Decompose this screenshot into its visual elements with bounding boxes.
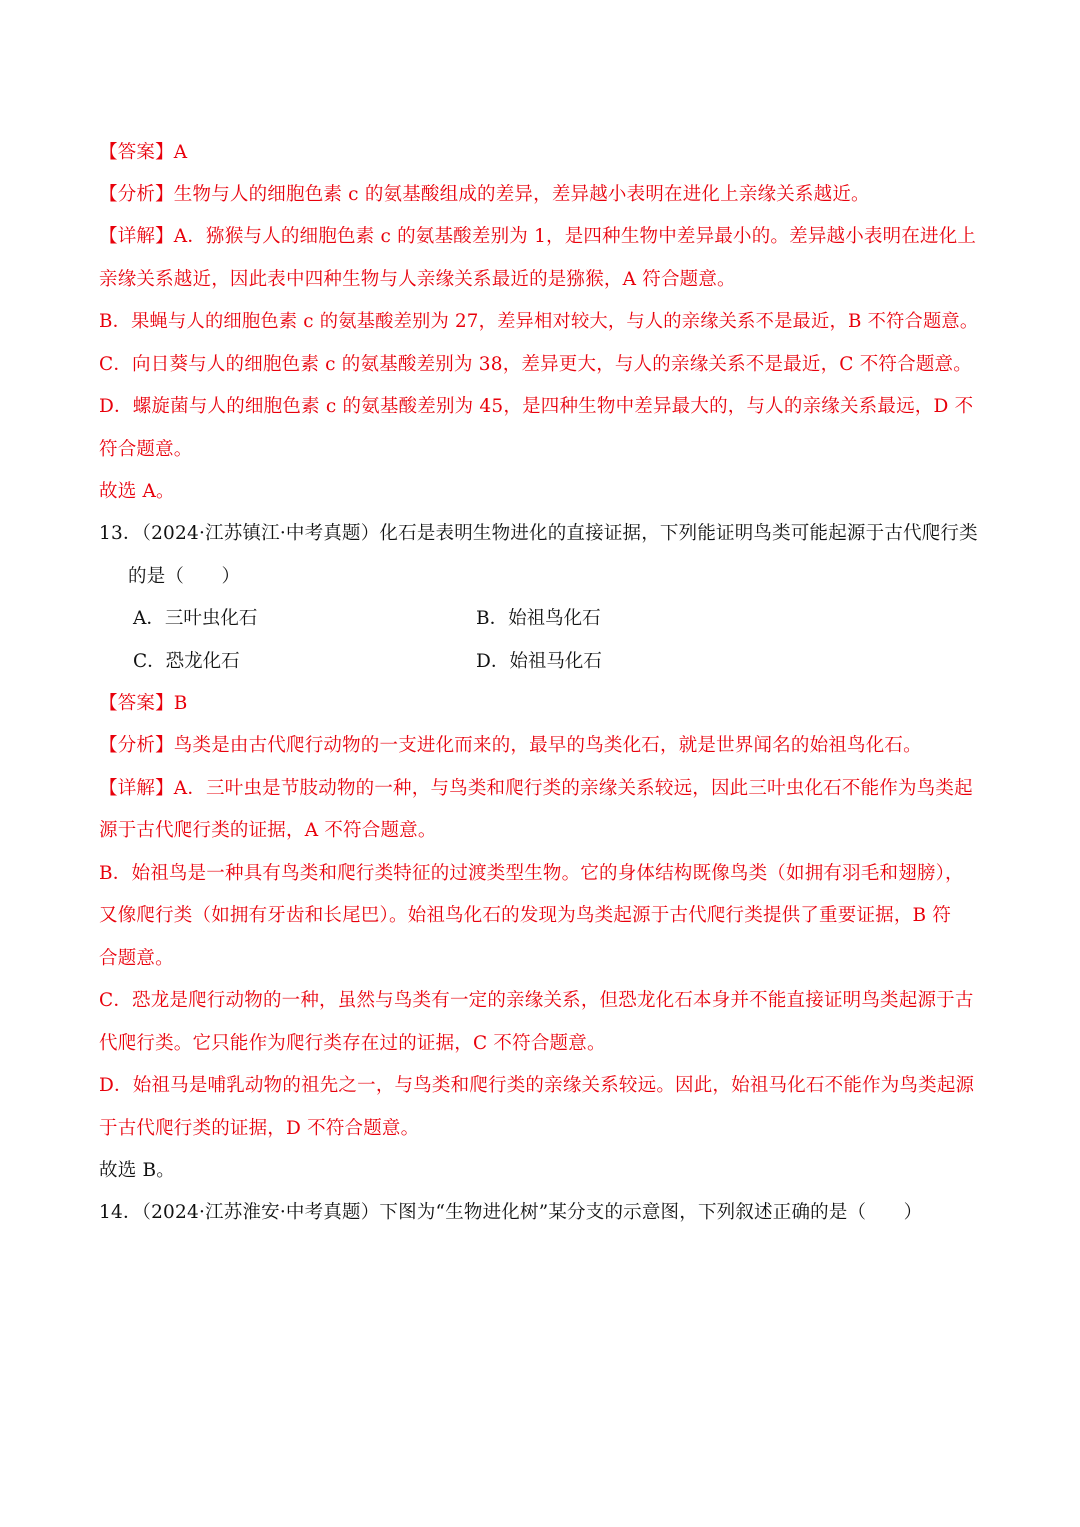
q13-option-d-line2: 于古代爬行类的证据，D 不符合题意。 bbox=[99, 1118, 420, 1139]
q13-analysis: 【分析】鸟类是由古代爬行动物的一支进化而来的，最早的鸟类化石，就是世界闻名的始祖鸟化石。 bbox=[99, 735, 922, 756]
q13-stem-line2: 的是（ ） bbox=[128, 566, 241, 587]
q12-option-b-explanation: B．果蝇与人的细胞色素 c 的氨基酸差别为 27，差异相对较大，与人的亲缘关系不是最近，B 不符合题意。 bbox=[99, 311, 979, 332]
q13-option-c-line1: C．恐龙是爬行动物的一种，虽然与鸟类有一定的亲缘关系，但恐龙化石本身并不能直接证明鸟类起源于古 bbox=[99, 990, 974, 1011]
q12-option-d-line2: 符合题意。 bbox=[99, 439, 193, 460]
q12-detail-line2: 亲缘关系越近，因此表中四种生物与人亲缘关系最近的是猕猴，A 符合题意。 bbox=[99, 269, 736, 290]
q13-option-b: B．始祖鸟化石 bbox=[476, 608, 601, 629]
q12-detail-line1: 【详解】A．猕猴与人的细胞色素 c 的氨基酸差别为 1，是四种生物中差异最小的。差异越小表明在进化上 bbox=[99, 226, 977, 247]
q13-option-a: A．三叶虫化石 bbox=[133, 608, 258, 629]
q13-option-c: C．恐龙化石 bbox=[133, 651, 240, 672]
q12-option-c-explanation: C．向日葵与人的细胞色素 c 的氨基酸差别为 38，差异更大，与人的亲缘关系不是最近，C 不符合题意。 bbox=[99, 354, 972, 375]
q13-option-b-line1: B．始祖鸟是一种具有鸟类和爬行类特征的过渡类型生物。它的身体结构既像鸟类（如拥有羽毛和翅膀）， bbox=[99, 863, 964, 884]
q13-option-d: D．始祖马化石 bbox=[476, 651, 602, 672]
q13-option-d-line1: D．始祖马是哺乳动物的祖先之一，与鸟类和爬行类的亲缘关系较远。因此，始祖马化石不能作为鸟类起源 bbox=[99, 1075, 975, 1096]
q13-option-b-line2: 又像爬行类（如拥有牙齿和长尾巴）。始祖鸟化石的发现为鸟类起源于古代爬行类提供了重要证据，B 符 bbox=[99, 905, 952, 926]
q13-stem-line1: 13．（2024·江苏镇江·中考真题）化石是表明生物进化的直接证据，下列能证明鸟类可能起源于古代爬行类 bbox=[99, 523, 978, 544]
q12-analysis: 【分析】生物与人的细胞色素 c 的氨基酸组成的差异，差异越小表明在进化上亲缘关系越近。 bbox=[99, 184, 870, 205]
q12-option-d-line1: D．螺旋菌与人的细胞色素 c 的氨基酸差别为 45，是四种生物中差异最大的，与人的亲缘关系最远，D 不 bbox=[99, 396, 974, 417]
q14-stem: 14．（2024·江苏淮安·中考真题）下图为“生物进化树”某分支的示意图，下列叙述正确的是（ ） bbox=[99, 1202, 923, 1223]
q13-option-c-line2: 代爬行类。它只能作为爬行类存在过的证据，C 不符合题意。 bbox=[99, 1033, 606, 1054]
q13-detail-a-line1: 【详解】A．三叶虫是节肢动物的一种，与鸟类和爬行类的亲缘关系较远，因此三叶虫化石不能作为鸟类起 bbox=[99, 778, 973, 799]
q13-conclusion: 故选 B。 bbox=[99, 1160, 175, 1181]
q13-answer: 【答案】B bbox=[99, 693, 188, 714]
q12-answer: 【答案】A bbox=[99, 142, 188, 163]
q12-conclusion: 故选 A。 bbox=[99, 481, 175, 502]
q13-detail-a-line2: 源于古代爬行类的证据，A 不符合题意。 bbox=[99, 820, 437, 841]
q13-option-b-line3: 合题意。 bbox=[99, 948, 174, 969]
